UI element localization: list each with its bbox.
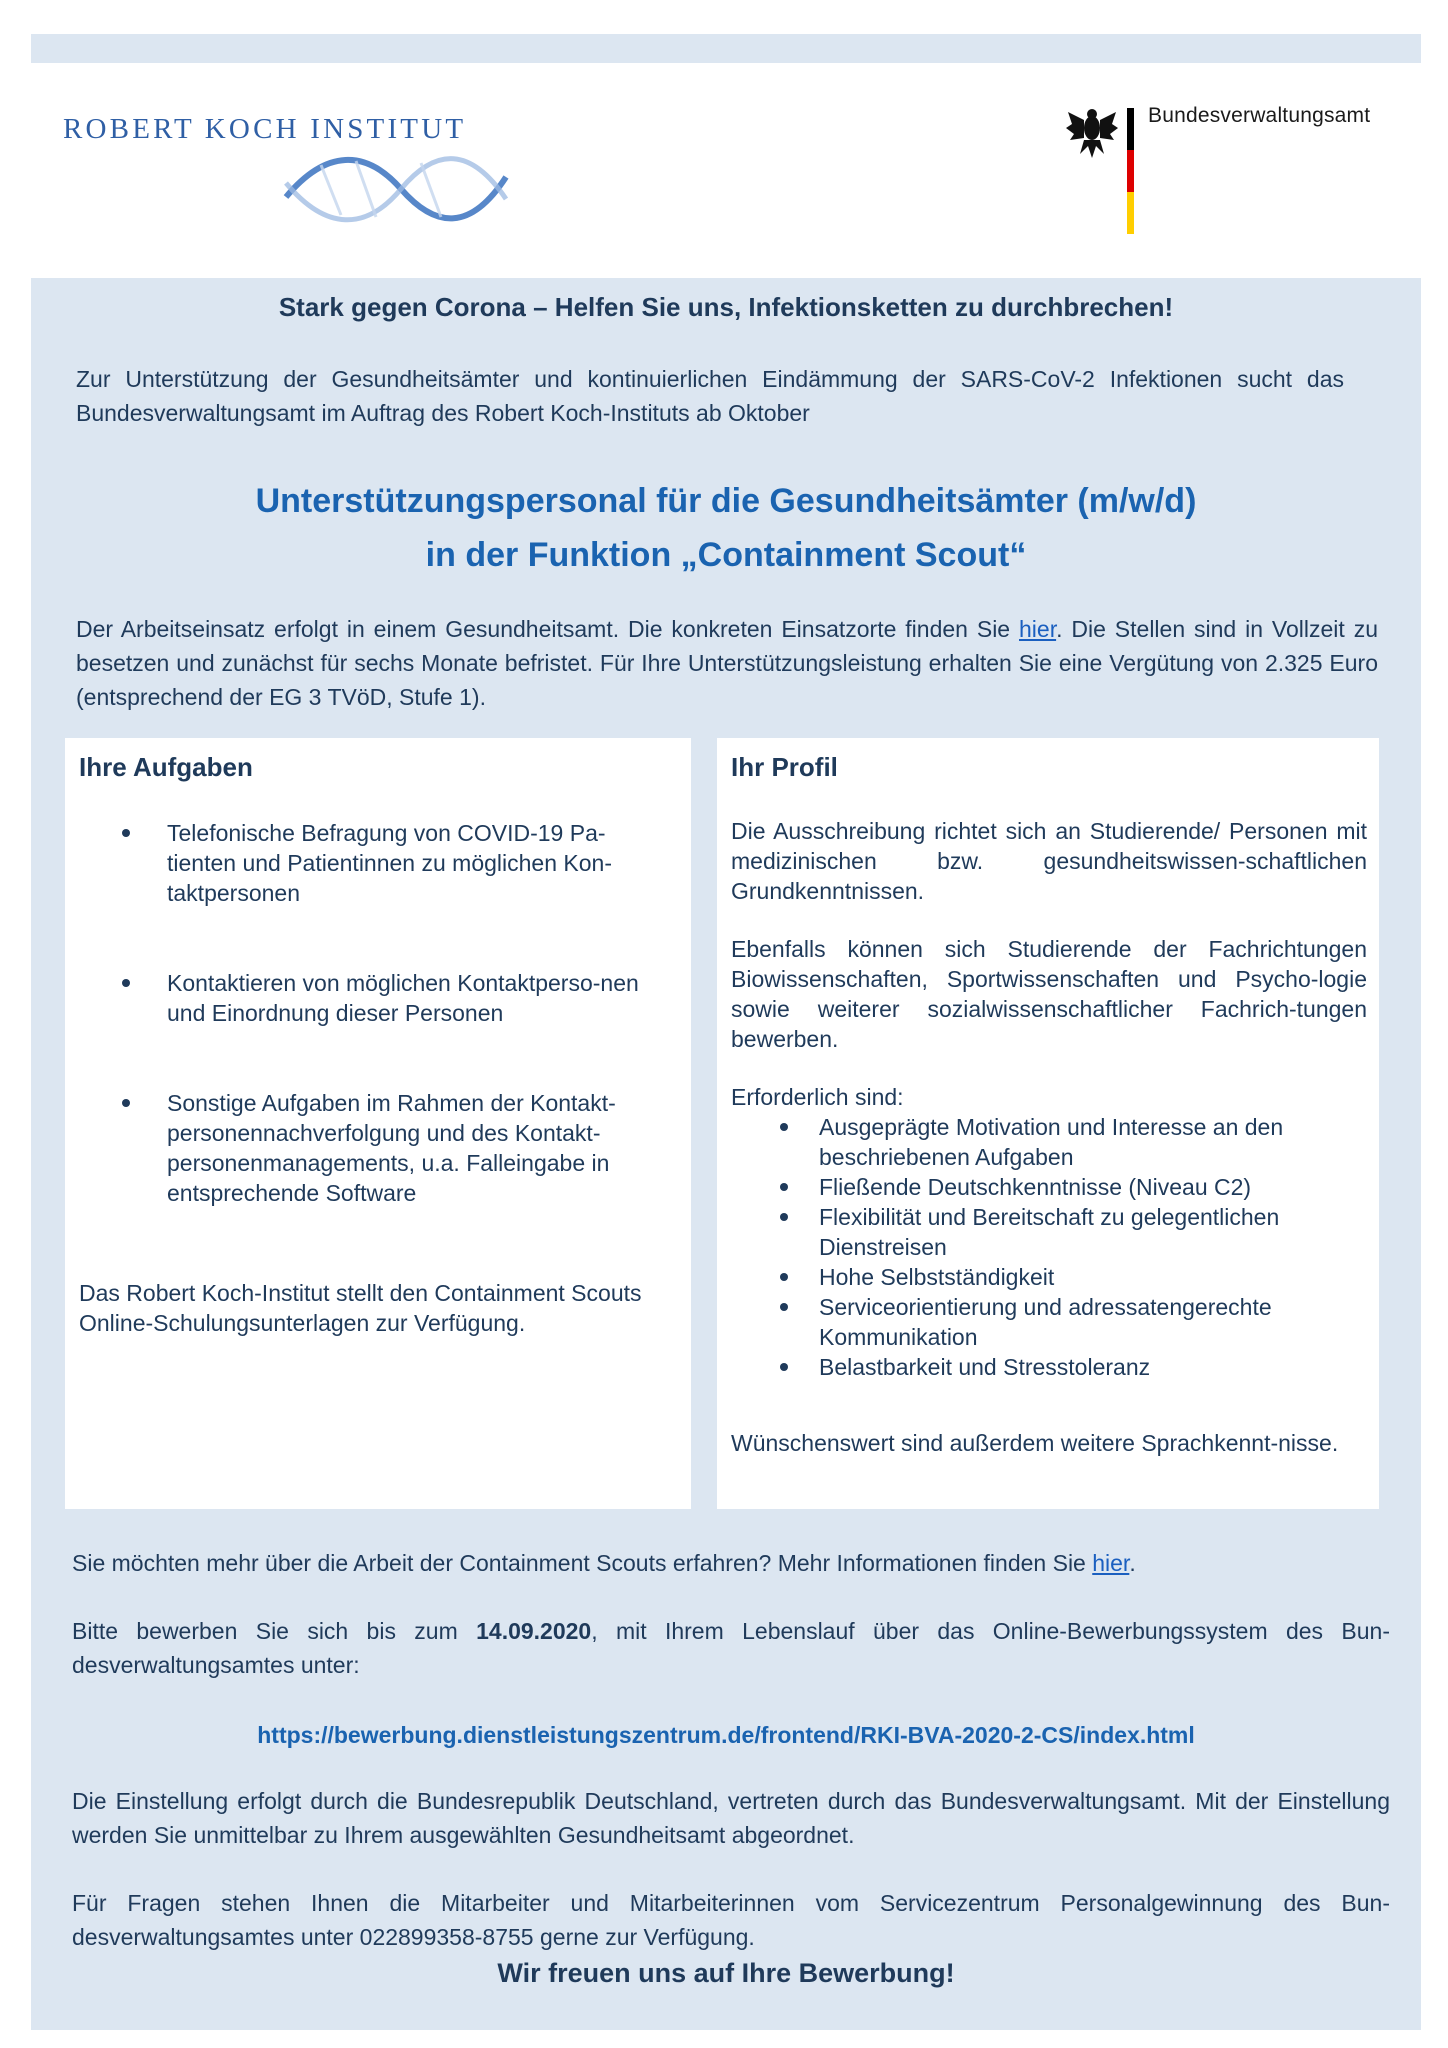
required-label: Erforderlich sind: bbox=[731, 1084, 904, 1110]
bullet-icon bbox=[122, 1099, 130, 1107]
aufgaben-footer: Das Robert Koch-Institut stellt den Containment Scouts Online-Schulungsunterlagen zur Verfügung. bbox=[79, 1280, 642, 1336]
german-flag-bar bbox=[1127, 108, 1134, 234]
apply-deadline: 14.09.2020 bbox=[476, 1618, 592, 1644]
more-info bbox=[72, 1546, 1382, 1580]
apply-text bbox=[72, 1614, 1390, 1682]
job-title-line2: in der Funktion „Containment Scout“ bbox=[425, 536, 1027, 574]
hiring-info: Die Einstellung erfolgt durch die Bundesrepublik Deutschland, vertreten durch das Bundesverwaltungsamt. Mit der Einstellung werden Sie unmittelbar zu Ihrem ausgewählten Gesundheitsamt abgeordnet. bbox=[72, 1788, 1390, 1848]
aufgaben-title: Ihre Aufgaben bbox=[79, 752, 253, 782]
more-info-end: . bbox=[1129, 1550, 1136, 1576]
intro-text: Zur Unterstützung der Gesundheitsämter und kontinuierlichen Eindämmung der SARS-CoV-2 Infektionen sucht das Bundesverwaltungsamt im Auftrag des Robert Koch-Instituts ab Oktober bbox=[76, 366, 1344, 426]
header bbox=[31, 63, 1421, 278]
bullet-icon bbox=[780, 1303, 788, 1311]
job-title-line1: Unterstützungspersonal für die Gesundheitsämter (m/w/d) bbox=[255, 482, 1197, 520]
closing-line: Wir freuen uns auf Ihre Bewerbung! bbox=[497, 1958, 955, 1988]
aufgaben-box: Ihre Aufgaben Telefonische Befragung von COVID-19 Pa-tienten und Patientinnen zu möglichen Kon-taktpersonen Kontaktieren von möglichen Kontaktperso-nen und Einordnung dieser Personen Sonstige Aufgaben im Rahmen der Kontakt-personennachverfolgung und des Kontakt-personenmanagements, u.a. Falleingabe in entsprechende Software Das Robert Koch-Institut stellt den Containment Scouts Online-Schulungsunterlagen zur Verfügung. bbox=[65, 738, 691, 1509]
job-details-text-rest: . Die Stellen sind in Vollzeit zu besetzen und zunächst für sechs Monate befristet. Für Ihre Unterstützungsleistung erhalten Sie eine Vergütung von 2.325 Euro (entsprechend der EG 3 TVöD, Stufe 1). bbox=[76, 616, 1378, 710]
apply-text-after: , mit Ihrem Lebenslauf über das Online-Bewerbungssystem des Bun-desverwaltungsamtes unter: bbox=[72, 1618, 1390, 1678]
contact-info: Für Fragen stehen Ihnen die Mitarbeiter und Mitarbeiterinnen vom Servicezentrum Personalgewinnung des Bun-desverwaltungsamtes unter 022899358-8755 gerne zur Verfügung. bbox=[72, 1890, 1390, 1950]
top-band bbox=[31, 34, 1421, 63]
profil-para1: Die Ausschreibung richtet sich an Studierende/ Personen mit medizinischen bzw. gesundheitswissen-schaftlichen Grundkenntnissen. bbox=[731, 818, 1367, 904]
profil-title: Ihr Profil bbox=[731, 752, 838, 782]
flag-gold-stripe bbox=[1127, 192, 1134, 234]
bullet-icon bbox=[780, 1363, 788, 1371]
rki-helix-logo bbox=[281, 155, 511, 225]
profil-para2: Ebenfalls können sich Studierende der Fachrichtungen Biowissenschaften, Sportwissenschaften und Psycho-logie sowie weiterer sozialwissenschaftlicher Fachrich-tungen bewerben. bbox=[731, 936, 1367, 1052]
more-info-text: Sie möchten mehr über die Arbeit der Containment Scouts erfahren? Mehr Informationen finden Sie bbox=[72, 1550, 1093, 1576]
flag-black-stripe bbox=[1127, 108, 1134, 150]
application-url[interactable]: https://bewerbung.dienstleistungszentrum.de/frontend/RKI-BVA-2020-2-CS/index.html bbox=[257, 1722, 1195, 1748]
more-info-link[interactable]: hier bbox=[1092, 1550, 1130, 1576]
bullet-icon bbox=[122, 829, 130, 837]
bullet-icon bbox=[780, 1123, 788, 1131]
einsatzorte-link[interactable]: hier bbox=[1019, 616, 1057, 642]
federal-eagle-icon bbox=[1066, 106, 1118, 162]
bva-wordmark: Bundesverwaltungsamt bbox=[1148, 104, 1371, 127]
bullet-icon bbox=[122, 979, 130, 987]
job-details-text: Der Arbeitseinsatz erfolgt in einem Gesundheitsamt. Die konkreten Einsatzorte finden Sie bbox=[76, 616, 1019, 642]
bullet-icon bbox=[780, 1213, 788, 1221]
bullet-icon bbox=[780, 1273, 788, 1281]
job-details bbox=[76, 612, 1378, 714]
flag-red-stripe bbox=[1127, 150, 1134, 192]
intro-headline: Stark gegen Corona – Helfen Sie uns, Infektionsketten zu durchbrechen! bbox=[278, 292, 1174, 322]
bullet-icon bbox=[780, 1183, 788, 1191]
apply-text-before: Bitte bewerben Sie sich bis zum bbox=[72, 1618, 477, 1644]
profil-wish: Wünschenswert sind außerdem weitere Sprachkennt-nisse. bbox=[731, 1430, 1339, 1456]
main-panel bbox=[31, 278, 1421, 2030]
profil-box: Ihr Profil Die Ausschreibung richtet sich an Studierende/ Personen mit medizinischen bzw. gesundheitswissen-schaftlichen Grundkenntnissen. Ebenfalls können sich Studierende der Fachrichtungen Biowissenschaften, Sportwissenschaften und Psycho-logie sowie weiterer sozialwissenschaftlicher Fachrich-tungen bewerben. Erforderlich sind: Ausgeprägte Motivation und Interesse an den beschriebenen Aufgaben Fließende Deutschkenntnisse (Niveau C2) Flexibilität und Bereitschaft zu gelegentlichen Dienstreisen Hohe Selbstständigkeit Serviceorientierung und adressatengerechte Kommunikation Belastbarkeit und Stresstoleranz Wünschenswert sind außerdem weitere Sprachkennt-nisse. bbox=[717, 738, 1379, 1509]
rki-wordmark: ROBERT KOCH INSTITUT bbox=[63, 113, 467, 145]
